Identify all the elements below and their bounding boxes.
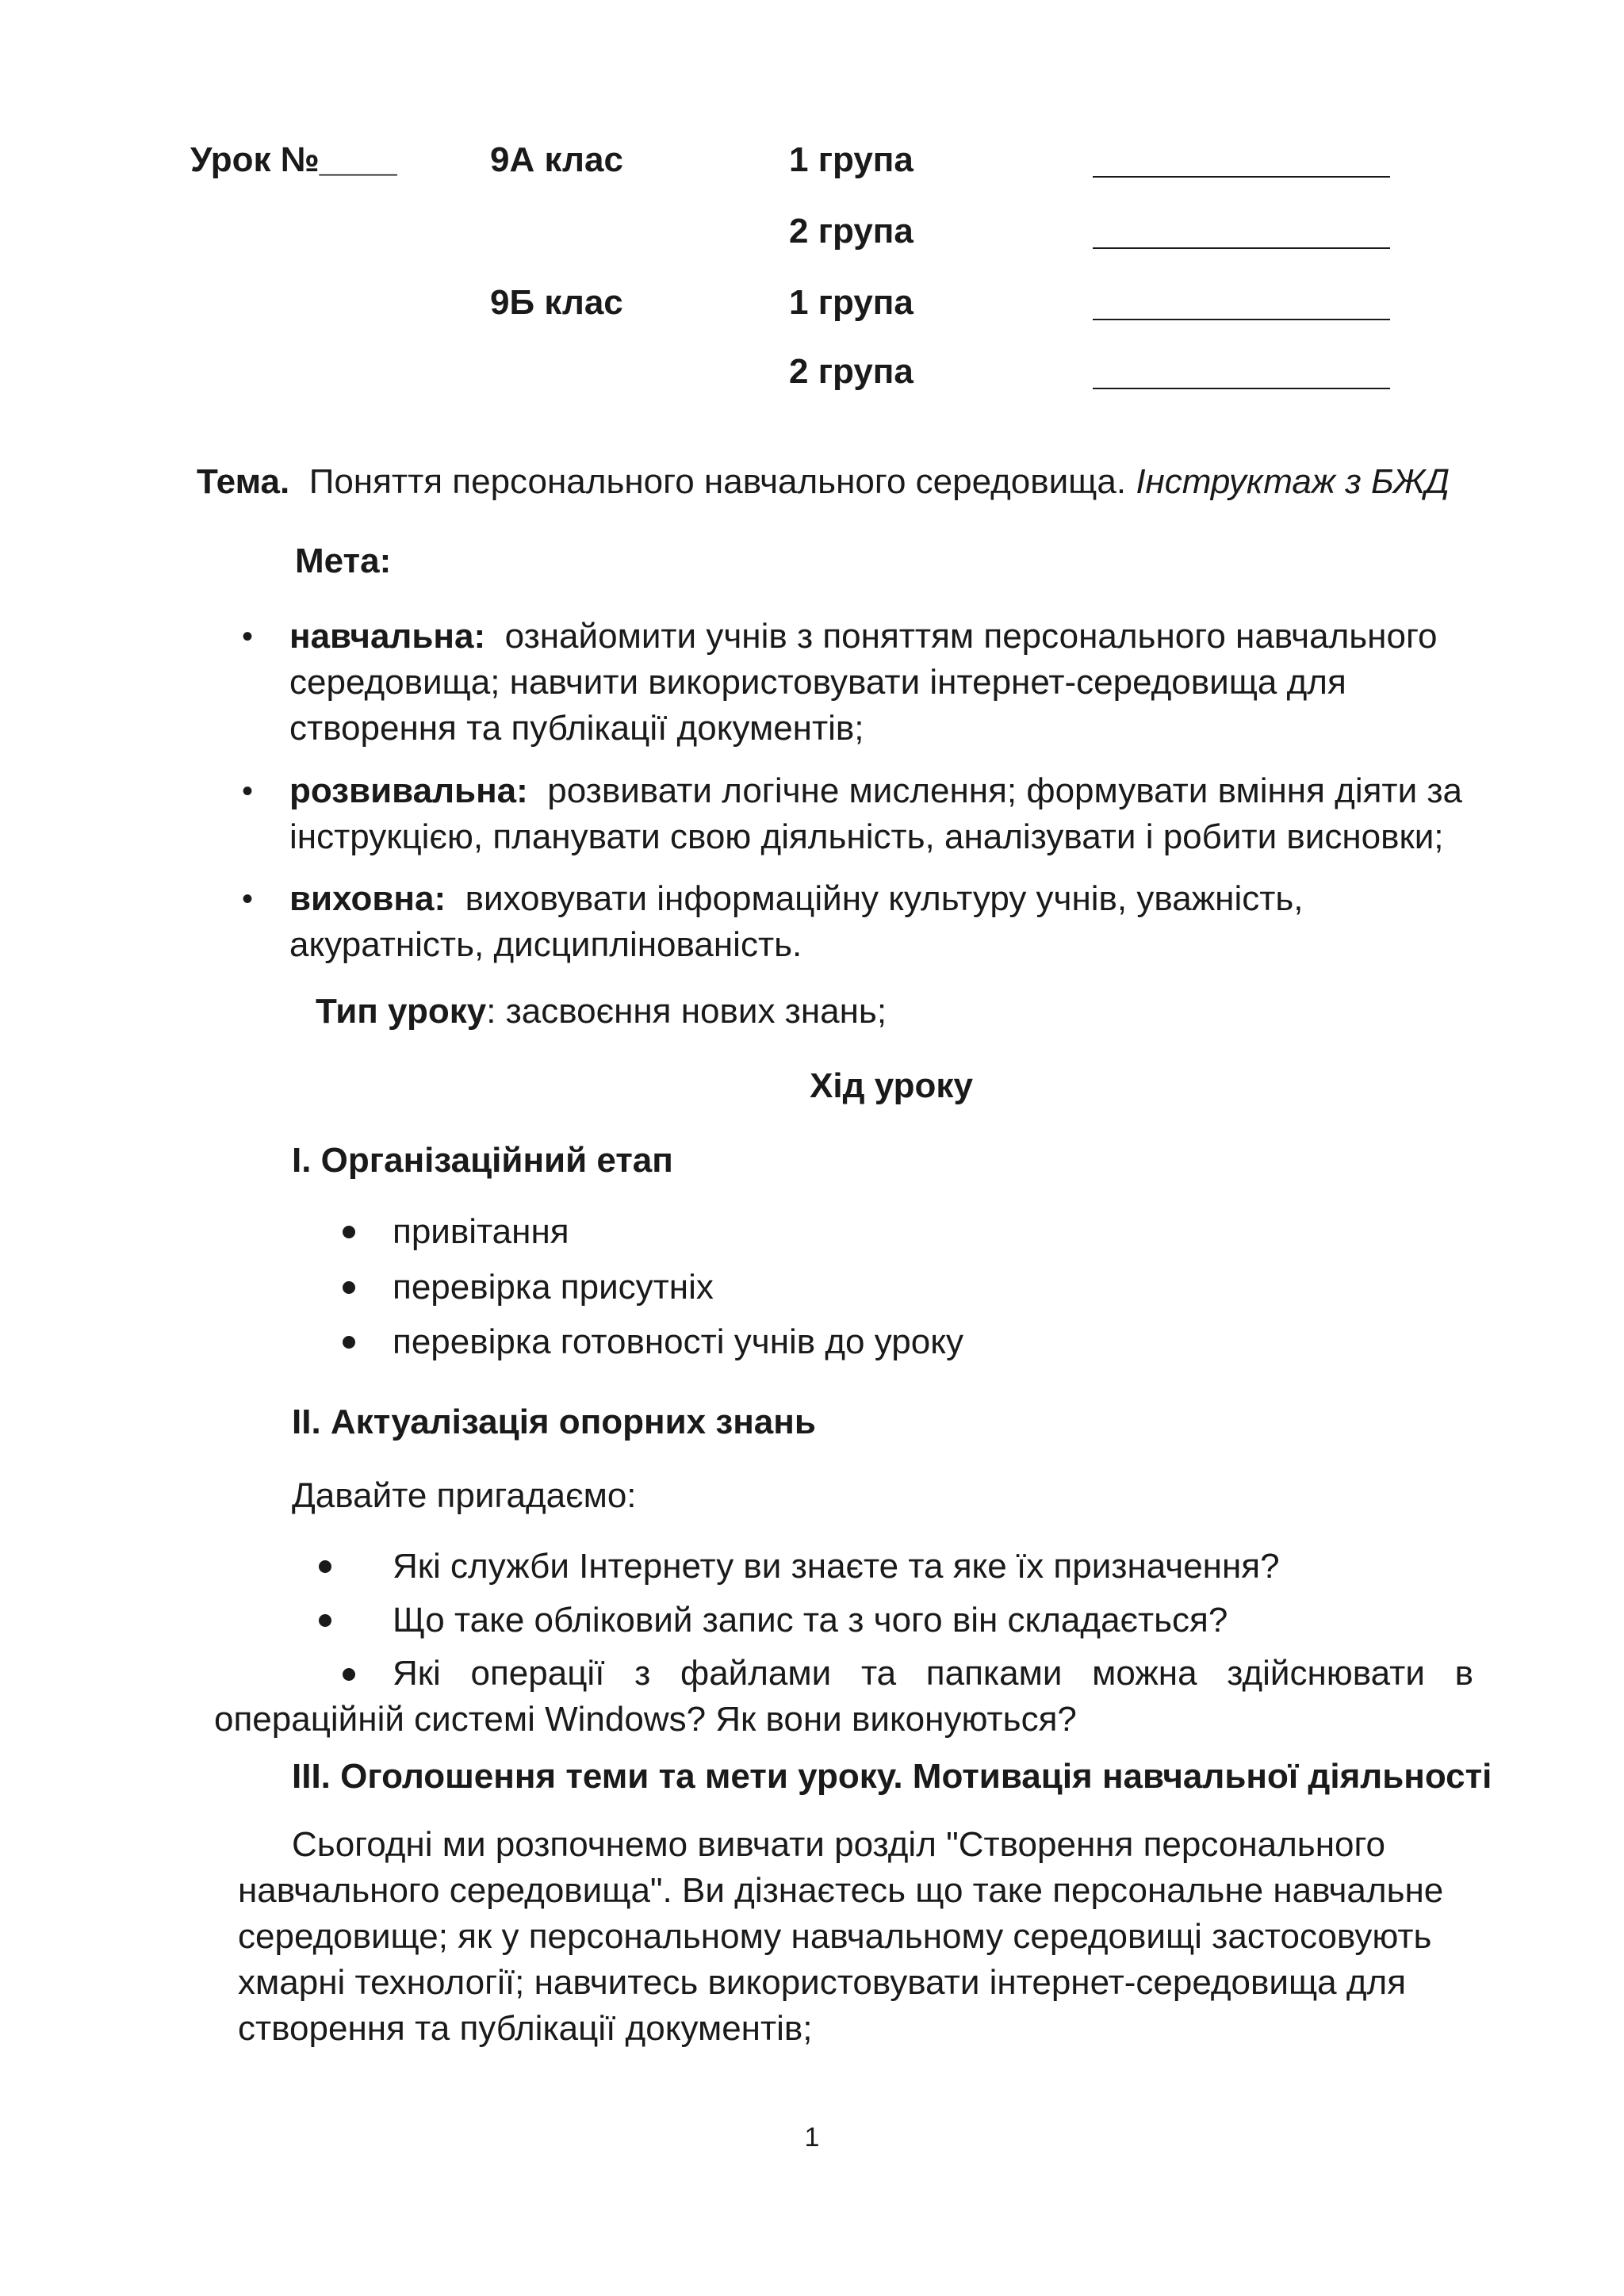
class-9a-label: 9А клас: [490, 140, 623, 179]
group-label: 1 група: [789, 140, 914, 179]
group-label: 2 група: [789, 212, 914, 251]
group-label: 1 група: [789, 283, 914, 322]
stage1-title: I. Організаційний етап: [292, 1141, 673, 1180]
blank-line: [1093, 319, 1390, 320]
lesson-type-label: Тип уроку: [316, 992, 487, 1031]
course-title: Хід уроку: [810, 1066, 973, 1105]
blank-line: [1093, 176, 1390, 178]
bullet-icon: •: [242, 619, 254, 654]
goal-item: [289, 614, 1463, 752]
question-item: Які операції з файлами та папками можна здійснювати в операційній системі Windows? Як вони виконуються?: [214, 1654, 1473, 1739]
bullet-icon: •: [242, 882, 254, 916]
stage2-title: II. Актуалізація опорних знань: [292, 1402, 816, 1441]
blank-line: [1093, 388, 1390, 389]
lesson-number-label: Урок №____: [190, 140, 397, 179]
bullet-icon: [343, 1336, 355, 1349]
bullet-icon: [343, 1226, 355, 1238]
lesson-type-text: : засвоєння нових знань;: [486, 992, 887, 1031]
page-number: 1: [804, 2122, 820, 2152]
stage1-item: перевірка готовності учнів до уроку: [393, 1322, 963, 1361]
lesson-type: [316, 991, 887, 1032]
goal-text: розвивати логічне мислення; формувати вміння діяти за інструкцією, планувати свою діяльність, аналізувати і робити висновки;: [289, 771, 1463, 856]
goal-text: ознайомити учнів з поняттям персонального навчального середовища; навчити використовувати інтернет-середовища для створення та публікації документів;: [289, 617, 1438, 748]
stage2-intro: Давайте пригадаємо:: [292, 1476, 637, 1515]
group-label: 2 група: [789, 352, 914, 391]
topic-text: Поняття персонального навчального середовища.: [308, 462, 1127, 501]
topic-label: Тема.: [197, 462, 290, 501]
question-item: Що таке обліковий запис та з чого він складається?: [393, 1601, 1228, 1640]
goal-term: розвивальна:: [289, 771, 528, 810]
goals-label: Мета:: [295, 541, 392, 580]
stage3-paragraph: Сьогодні ми розпочнемо вивчати розділ "Створення персонального навчального середовища". Ви дізнаєтесь що таке персональне навчальне середовище; як у персональному навчальному середовищі застосовують хмарні технології; навчитесь використовувати інтернет-середовища для створення та публікації документів;: [238, 1825, 1444, 2048]
stage1-item: перевірка присутніх: [393, 1268, 714, 1307]
blank-line: [1093, 247, 1390, 249]
bullet-icon: [319, 1560, 331, 1573]
class-9b-label: 9Б клас: [490, 283, 623, 322]
bullet-icon: [319, 1614, 331, 1627]
topic-line: [197, 461, 1450, 503]
topic-italic: Інструктаж з БЖД: [1136, 462, 1450, 501]
goal-text: виховувати інформаційну культуру учнів, уважність, акуратність, дисциплінованість.: [289, 879, 1304, 964]
goal-item: [289, 876, 1463, 968]
stage3-title: III. Оголошення теми та мети уроку. Мотивація навчальної діяльності: [292, 1757, 1492, 1796]
goal-item: [289, 768, 1463, 860]
stage1-item: привітання: [393, 1212, 569, 1251]
goal-term: навчальна:: [289, 617, 486, 656]
bullet-icon: •: [242, 774, 254, 809]
question-item: Які служби Інтернету ви знаєте та яке їх призначення?: [393, 1547, 1280, 1586]
bullet-icon: [343, 1281, 355, 1294]
goal-term: виховна:: [289, 879, 446, 918]
